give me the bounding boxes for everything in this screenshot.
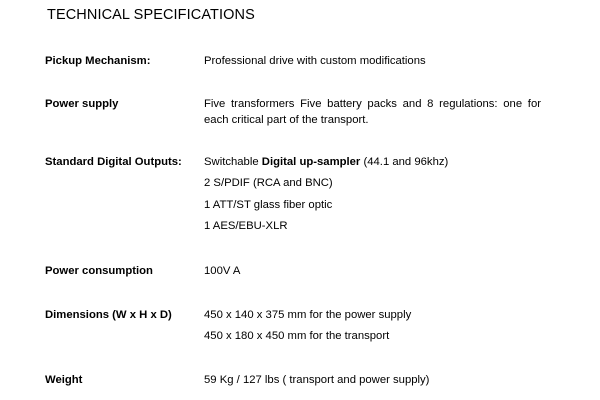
spec-values: [204, 53, 541, 74]
spec-label: Dimensions (W x H x D): [45, 309, 172, 321]
spec-value-bold: Digital up-sampler: [261, 156, 361, 168]
spec-values: [204, 307, 541, 350]
spec-value: 450 x 180 x 450 mm for the transport: [204, 330, 390, 343]
spec-label: Power consumption: [45, 265, 153, 277]
spec-value: 2 S/PDIF (RCA and BNC): [204, 177, 333, 190]
spec-value: 100V A: [204, 265, 241, 277]
spec-value-prefix: Switchable: [204, 156, 262, 168]
spec-label: Weight: [45, 374, 83, 386]
spec-values: [204, 263, 541, 284]
spec-value-suffix: (44.1 and 96khz): [360, 156, 449, 168]
spec-values: [204, 372, 541, 393]
spec-value: 450 x 140 x 375 mm for the power supply: [204, 309, 412, 321]
spec-value: 59 Kg / 127 lbs ( transport and power supply): [204, 374, 430, 386]
spec-values: [204, 96, 541, 128]
spec-value-paragraph: Five transformers Five battery packs and 8 regulations: one for each critical part of the transport.: [204, 98, 541, 126]
spec-label: Pickup Mechanism:: [45, 55, 151, 67]
spec-values: [204, 154, 541, 239]
spec-label: Standard Digital Outputs:: [45, 156, 182, 168]
spec-value: Professional drive with custom modifications: [204, 55, 426, 67]
spec-value: 1 AES/EBU-XLR: [204, 219, 288, 232]
page-title: TECHNICAL SPECIFICATIONS: [47, 7, 255, 23]
spec-value: 1 ATT/ST glass fiber optic: [204, 198, 333, 211]
spec-value-upsampler: [204, 154, 541, 170]
spec-label: Power supply: [45, 98, 119, 110]
